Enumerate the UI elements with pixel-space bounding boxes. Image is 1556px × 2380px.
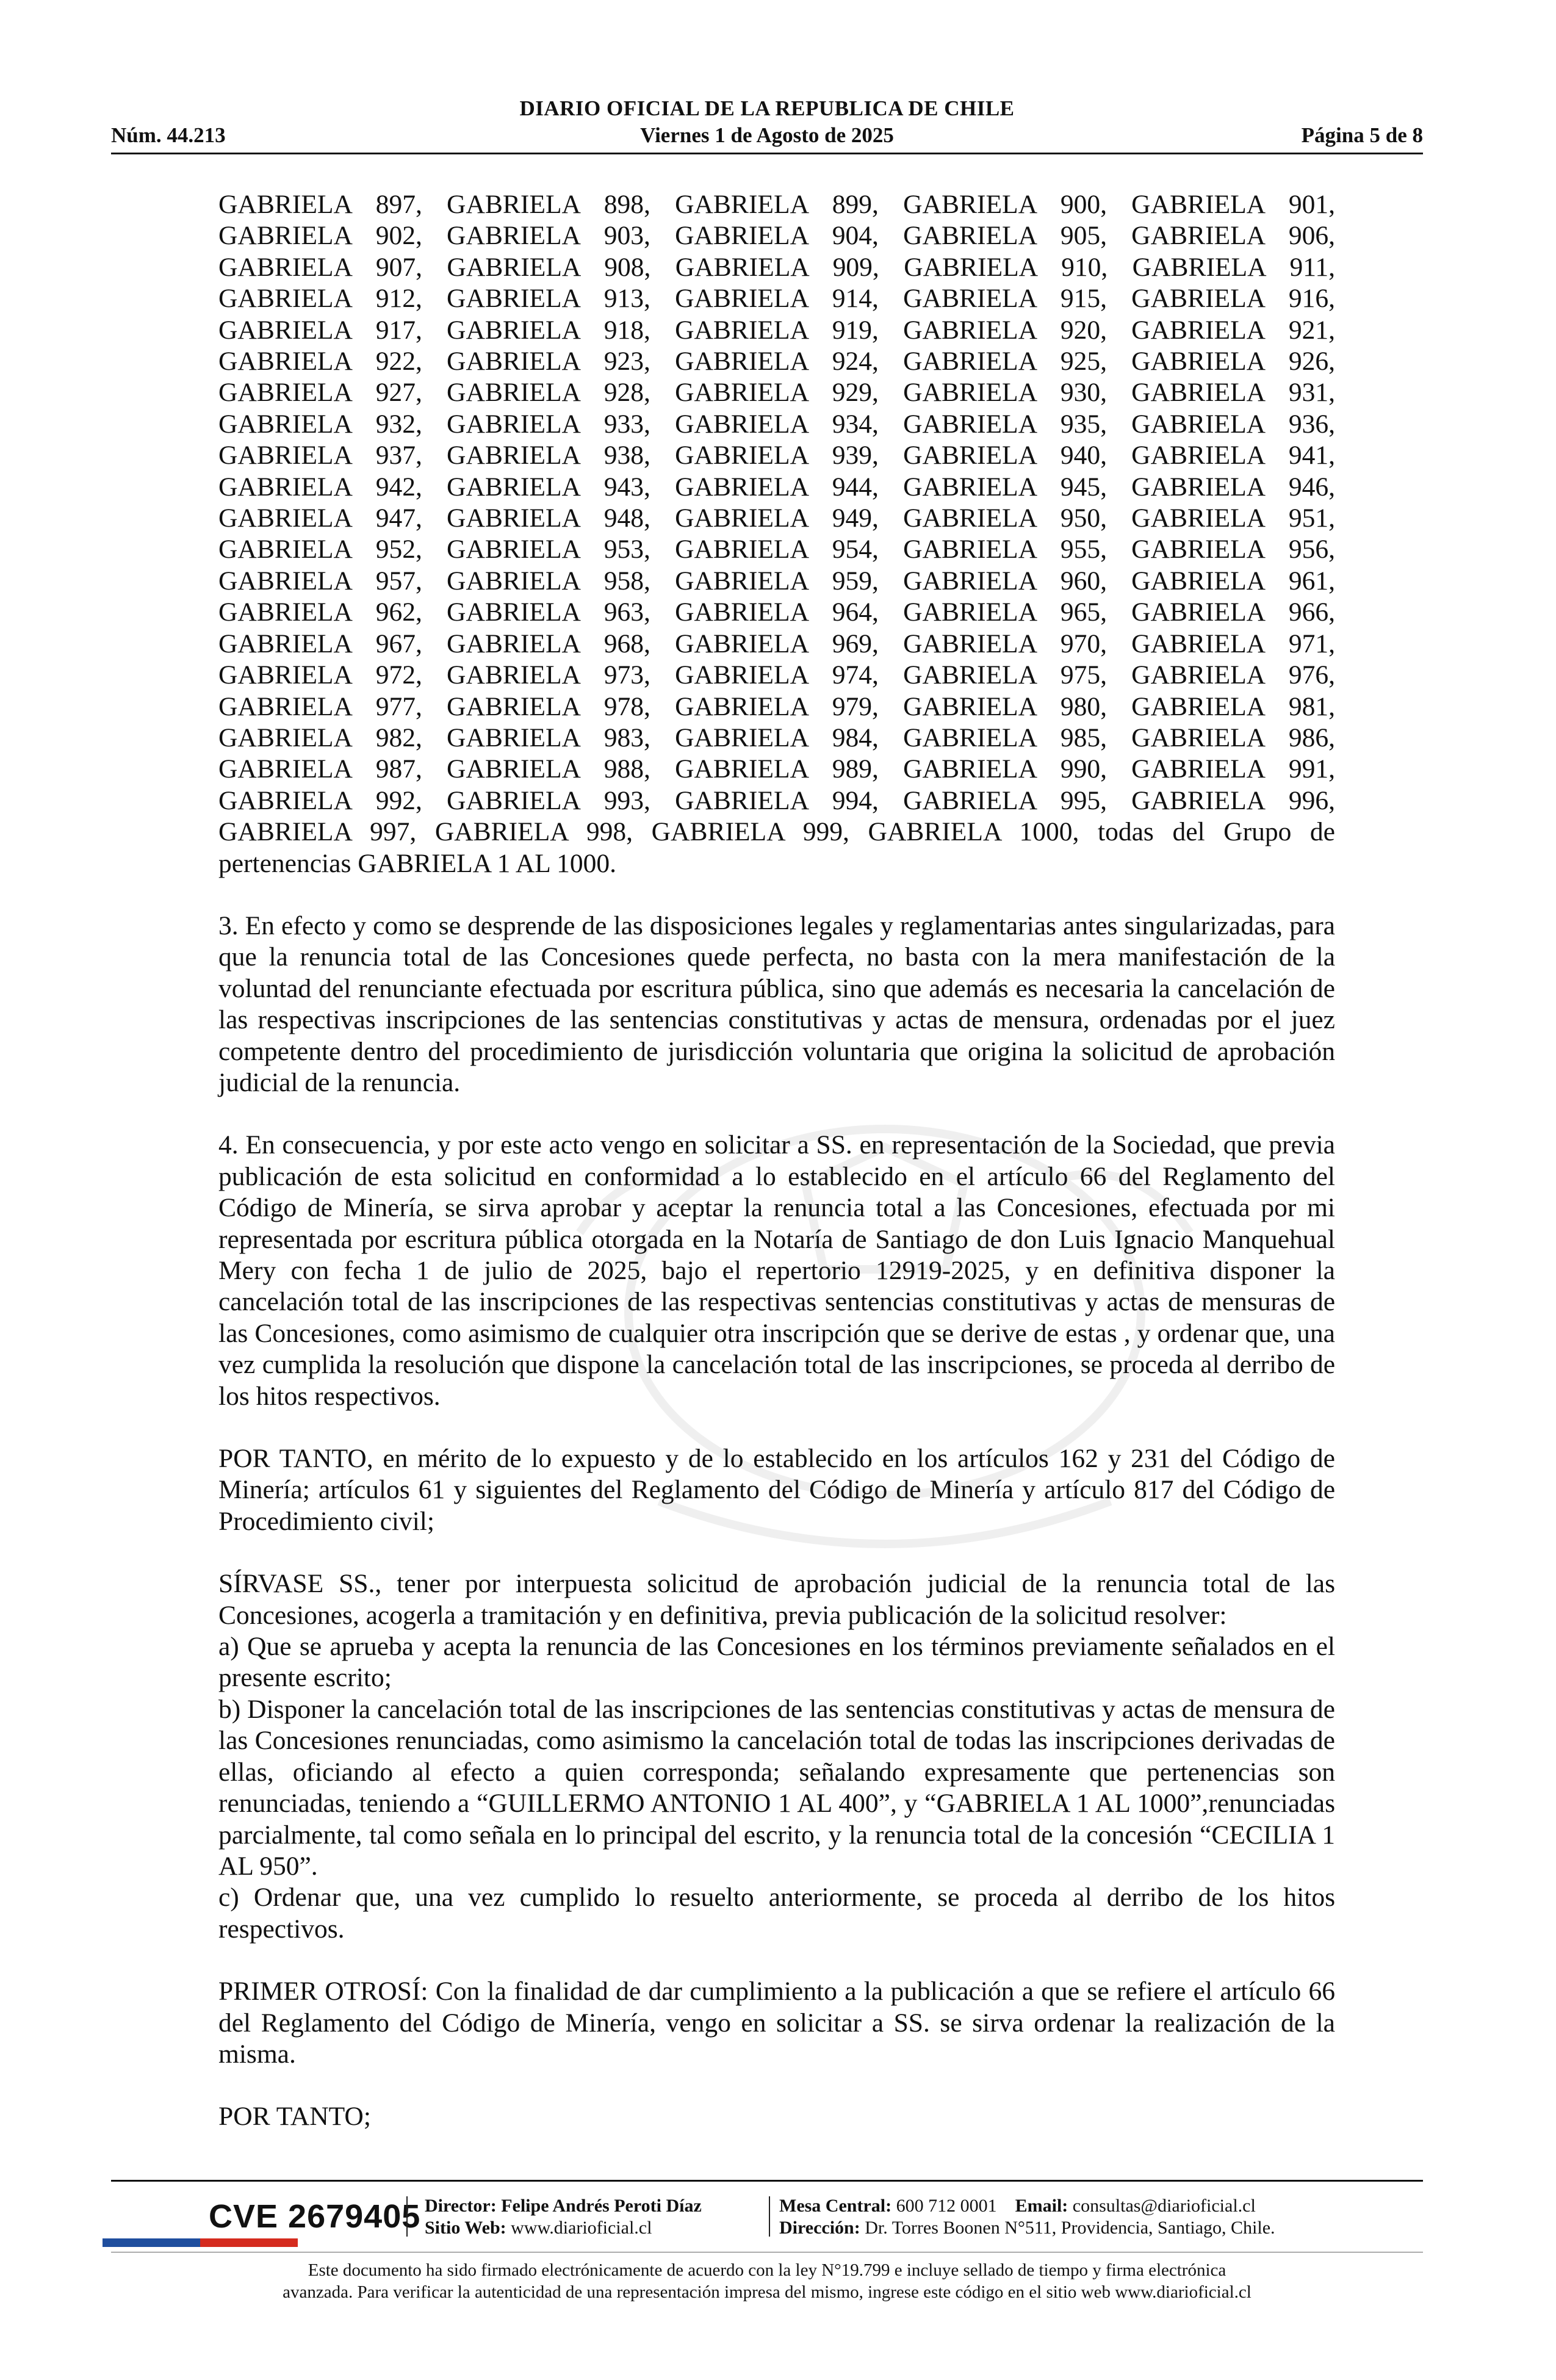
paragraph-3: 3. En efecto y como se desprende de las disposiciones legales y reglamentarias antes singularizadas, para que la renuncia total de las Concesiones quede perfecta, no basta con la mera manifestación de la voluntad del renunciante efectuada por escritura pública, sino que además es necesaria la cancelación de las respectivas inscripciones de las sentencias constitutivas y actas de mensura, ordenadas por el juez competente dentro del procedimiento de jurisdicción voluntaria que origina la solicitud de aprobación judicial de la renuncia. [218, 911, 1335, 1097]
item-c: c) Ordenar que, una vez cumplido lo resuelto anteriormente, se proceda al derribo de los hitos respectivos. [218, 1883, 1335, 1944]
por-tanto-closing: POR TANTO; [218, 2102, 371, 2132]
email-link[interactable]: consultas@diarioficial.cl [1072, 2196, 1256, 2216]
mesa-label: Mesa Central: [779, 2196, 892, 2216]
document-body [218, 189, 1335, 2164]
list-line: GABRIELA 907, GABRIELA 908, GABRIELA 909, GABRIELA 910, GABRIELA 911, [218, 252, 1335, 282]
website-link[interactable]: www.diarioficial.cl [511, 2218, 652, 2238]
legal-line: Este documento ha sido firmado electrónicamente de acuerdo con la ley N°19.799 e incluye sellado de tiempo y firma electrónica [308, 2260, 1226, 2280]
footer-divider [406, 2196, 408, 2237]
mesa-phone: 600 712 0001 [896, 2196, 997, 2216]
list-line: GABRIELA 957, GABRIELA 958, GABRIELA 959, GABRIELA 960, GABRIELA 961, [218, 566, 1335, 596]
pertenencias-list [218, 189, 1335, 879]
page-footer [111, 2180, 1423, 2302]
flag-red-stripe [200, 2238, 298, 2247]
por-tanto-paragraph: POR TANTO, en mérito de lo expuesto y de lo establecido en los artículos 162 y 231 del Código de Minería; artículos 61 y siguientes del Reglamento del Código de Minería y artículo 817 del Código de Procedimiento civil; [218, 1444, 1335, 1536]
sirvase-paragraph: SÍRVASE SS., tener por interpuesta solicitud de aprobación judicial de la renuncia total de las Concesiones, acogerla a tramitación y en definitiva, previa publicación de la solicitud resolver: [218, 1569, 1335, 1630]
list-line: GABRIELA 972, GABRIELA 973, GABRIELA 974, GABRIELA 975, GABRIELA 976, [218, 660, 1335, 690]
page-number: Página 5 de 8 [1301, 123, 1423, 147]
list-line: GABRIELA 967, GABRIELA 968, GABRIELA 969, GABRIELA 970, GABRIELA 971, [218, 629, 1335, 658]
flag-blue-stripe [103, 2238, 200, 2247]
list-line: GABRIELA 942, GABRIELA 943, GABRIELA 944, GABRIELA 945, GABRIELA 946, [218, 472, 1335, 502]
director-name: Felipe Andrés Peroti Díaz [501, 2196, 702, 2216]
footer-director-block [425, 2195, 702, 2239]
header-rule [111, 153, 1423, 154]
list-line: pertenencias GABRIELA 1 AL 1000. [218, 848, 616, 878]
list-line: GABRIELA 997, GABRIELA 998, GABRIELA 999, GABRIELA 1000, todas del Grupo de [218, 817, 1335, 847]
director-label: Director: [425, 2196, 497, 2216]
publication-title: DIARIO OFICIAL DE LA REPUBLICA DE CHILE [519, 96, 1015, 120]
list-line: GABRIELA 977, GABRIELA 978, GABRIELA 979, GABRIELA 980, GABRIELA 981, [218, 691, 1335, 721]
issue-date: Viernes 1 de Agosto de 2025 [640, 123, 894, 147]
list-line: GABRIELA 987, GABRIELA 988, GABRIELA 989, GABRIELA 990, GABRIELA 991, [218, 754, 1335, 784]
list-line: GABRIELA 927, GABRIELA 928, GABRIELA 929, GABRIELA 930, GABRIELA 931, [218, 378, 1335, 408]
issue-number: Núm. 44.213 [111, 123, 226, 147]
list-line: GABRIELA 937, GABRIELA 938, GABRIELA 939, GABRIELA 940, GABRIELA 941, [218, 441, 1335, 471]
list-line: GABRIELA 962, GABRIELA 963, GABRIELA 964, GABRIELA 965, GABRIELA 966, [218, 597, 1335, 627]
list-line: GABRIELA 982, GABRIELA 983, GABRIELA 984, GABRIELA 985, GABRIELA 986, [218, 723, 1335, 752]
email-label: Email: [1015, 2196, 1068, 2216]
item-b: b) Disponer la cancelación total de las inscripciones de las sentencias constitutivas y actas de mensura de las Concesiones renunciadas, como asimismo la cancelación total de todas las inscripciones derivadas de ellas, oficiando al efecto a quien corresponda; señalando expresamente que pertenencias son renunciadas, teniendo a “GUILLERMO ANTONIO 1 AL 400”, y “GABRIELA 1 AL 1000”,renunciadas parcialmente, tal como señala en lo principal del escrito, y la renuncia total de la concesión “CECILIA 1 AL 950”. [218, 1694, 1335, 1881]
footer-divider [769, 2196, 770, 2237]
chile-flag-bar [103, 2238, 298, 2247]
cve-code: CVE 2679405 [209, 2198, 421, 2235]
list-line: GABRIELA 912, GABRIELA 913, GABRIELA 914, GABRIELA 915, GABRIELA 916, [218, 284, 1335, 314]
list-line: GABRIELA 897, GABRIELA 898, GABRIELA 899, GABRIELA 900, GABRIELA 901, [218, 190, 1335, 219]
primer-otrosi-paragraph: PRIMER OTROSÍ: Con la finalidad de dar cumplimiento a la publicación a que se refiere el artículo 66 del Reglamento del Código de Minería, vengo en solicitar a SS. se sirva ordenar la realización de la misma. [218, 1977, 1335, 2069]
list-line: GABRIELA 917, GABRIELA 918, GABRIELA 919, GABRIELA 920, GABRIELA 921, [218, 315, 1335, 345]
legal-notice [111, 2259, 1423, 2303]
list-line: GABRIELA 992, GABRIELA 993, GABRIELA 994, GABRIELA 995, GABRIELA 996, [218, 785, 1335, 815]
list-line: GABRIELA 952, GABRIELA 953, GABRIELA 954, GABRIELA 955, GABRIELA 956, [218, 535, 1335, 564]
legal-line: avanzada. Para verificar la autenticidad de una representación impresa del mismo, ingrese este código en el sitio web www.diarioficial.cl [283, 2282, 1252, 2302]
website-label: Sitio Web: [425, 2218, 506, 2238]
address-text: Dr. Torres Boonen N°511, Providencia, Santiago, Chile. [865, 2218, 1275, 2238]
page-header [111, 92, 1423, 159]
address-label: Dirección: [779, 2218, 860, 2238]
item-a: a) Que se aprueba y acepta la renuncia de las Concesiones en los términos previamente señalados en el presente escrito; [218, 1632, 1335, 1693]
list-line: GABRIELA 922, GABRIELA 923, GABRIELA 924, GABRIELA 925, GABRIELA 926, [218, 347, 1335, 377]
footer-contact-block [779, 2195, 1275, 2239]
list-line: GABRIELA 947, GABRIELA 948, GABRIELA 949, GABRIELA 950, GABRIELA 951, [218, 503, 1335, 533]
list-line: GABRIELA 902, GABRIELA 903, GABRIELA 904, GABRIELA 905, GABRIELA 906, [218, 221, 1335, 251]
paragraph-4: 4. En consecuencia, y por este acto vengo en solicitar a SS. en representación de la Sociedad, que previa publicación de esta solicitud en conformidad a lo establecido en el artículo 66 del Reglamento del Código de Minería, se sirva aprobar y aceptar la renuncia total a las Concesiones, efectuada por mi representada por escritura pública otorgada en la Notaría de Santiago de don Luis Ignacio Manquehual Mery con fecha 1 de julio de 2025, bajo el repertorio 12919-2025, y en definitiva disponer la cancelación total de las inscripciones de las respectivas sentencias constitutivas y actas de mensuras de las Concesiones, como asimismo de cualquier otra inscripción que se derive de estas , y ordenar que, una vez cumplida la resolución que dispone la cancelación total de las inscripciones, se proceda al derribo de los hitos respectivos. [218, 1130, 1335, 1411]
list-line: GABRIELA 932, GABRIELA 933, GABRIELA 934, GABRIELA 935, GABRIELA 936, [218, 409, 1335, 439]
